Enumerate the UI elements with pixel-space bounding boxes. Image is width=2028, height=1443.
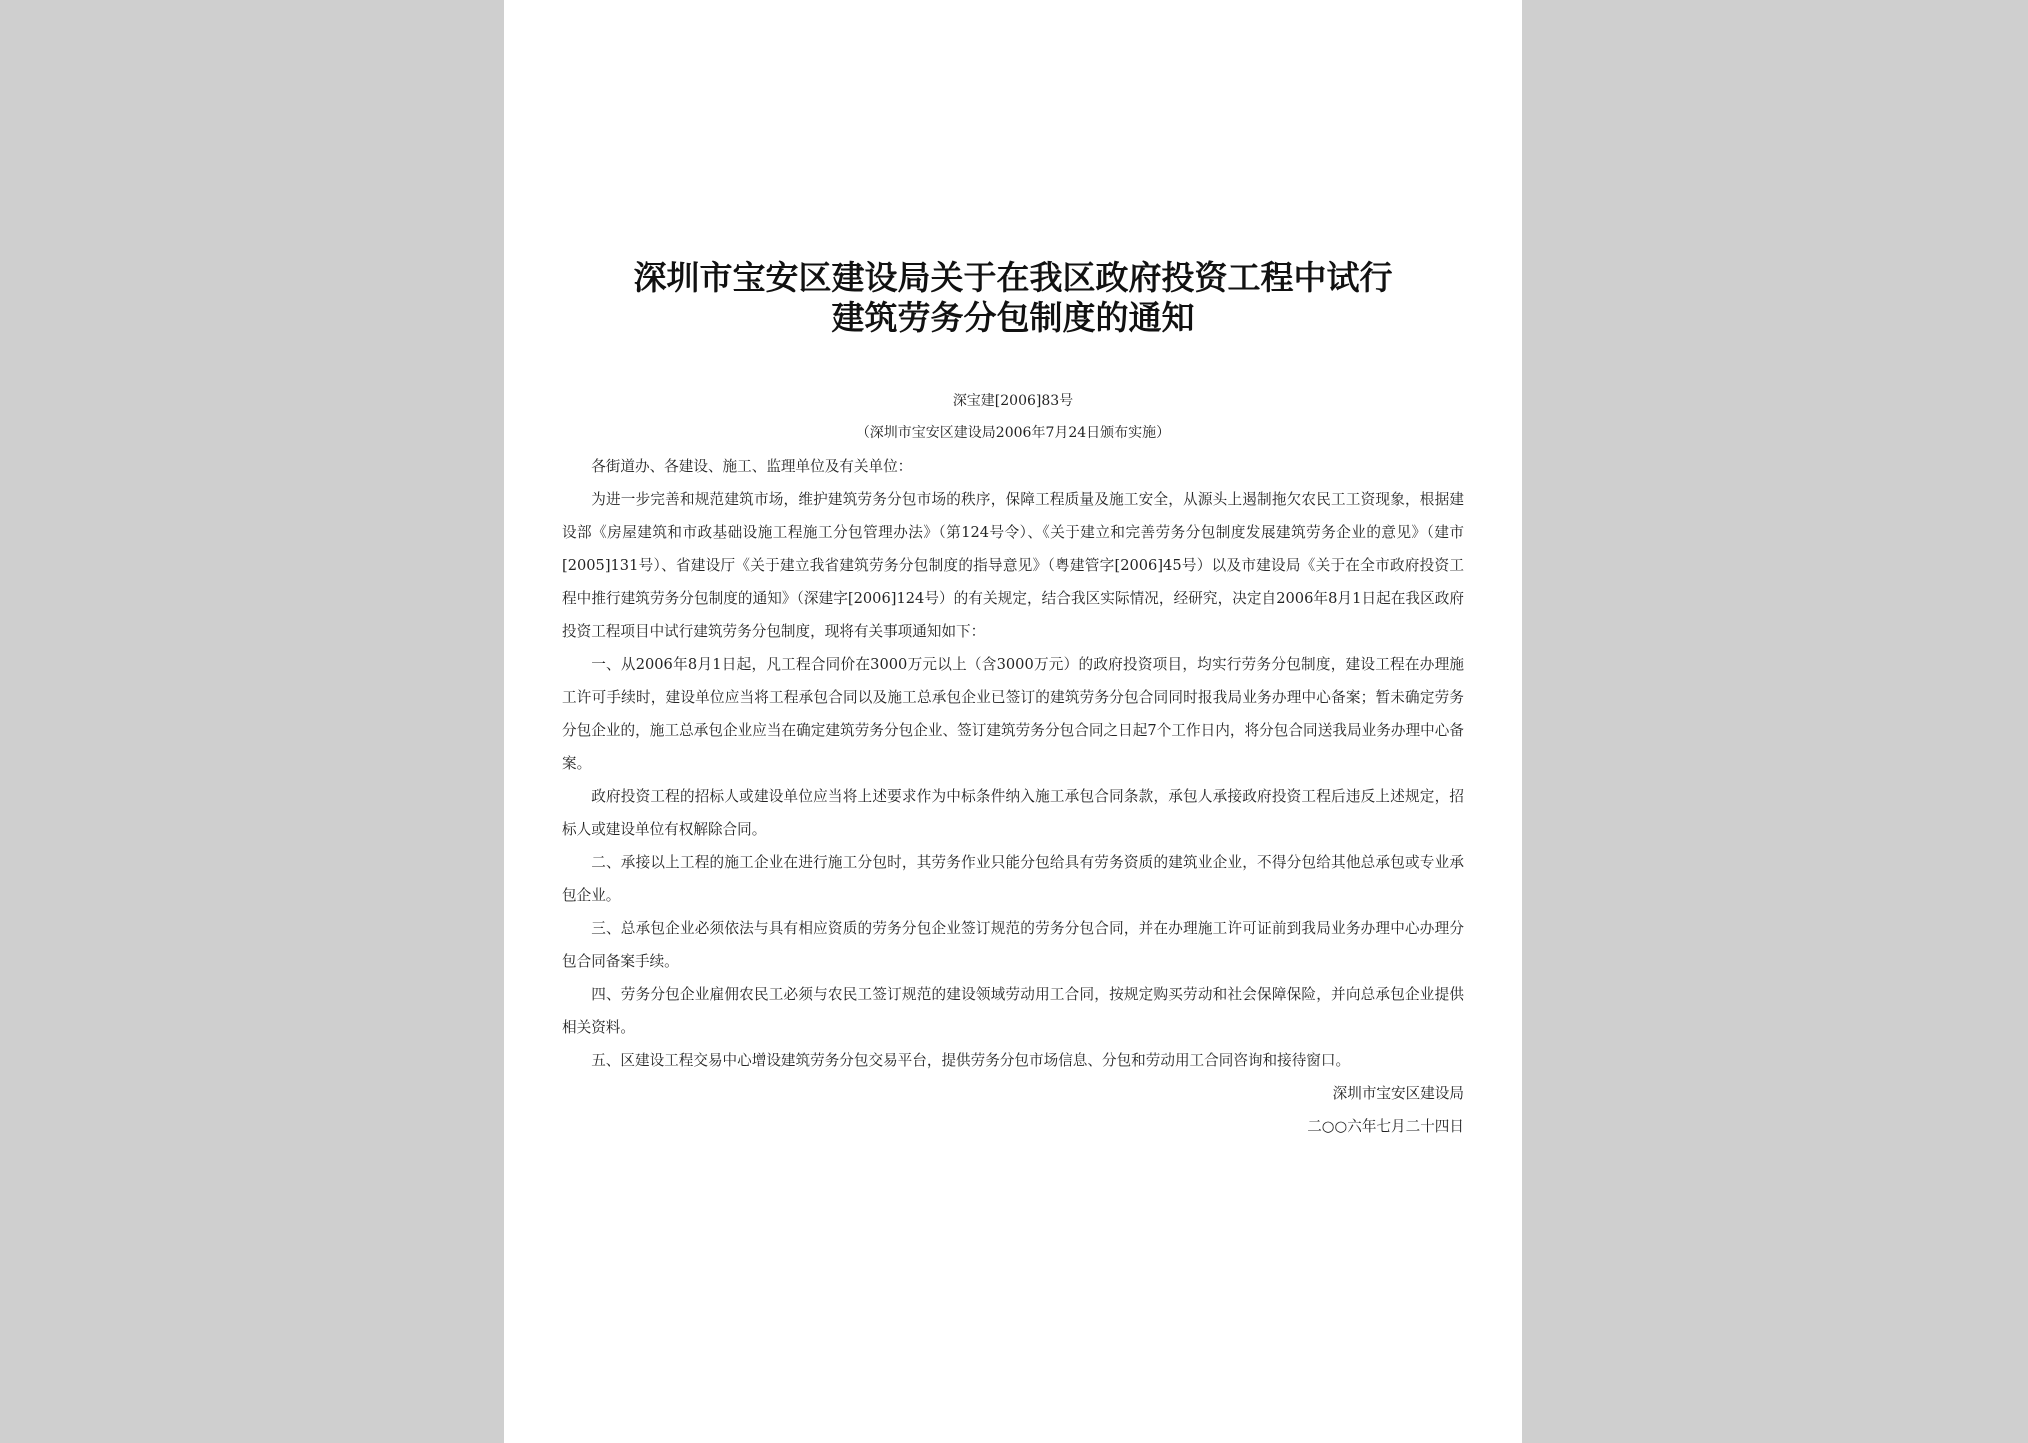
- title-line-2: 建筑劳务分包制度的通知: [831, 298, 1195, 337]
- title-line-1: 深圳市宝安区建设局关于在我区政府投资工程中试行: [633, 258, 1393, 297]
- paragraph-item-1: 一、从2006年8月1日起，凡工程合同价在3000万元以上（含3000万元）的政府投资项目，均实行劳务分包制度，建设工程在办理施工许可手续时，建设单位应当将工程承包合同以及施工总承包企业已签订的建筑劳务分包合同同时报我局业务办理中心备案；暂未确定劳务分包企业的，施工总承包企业应当在确定建筑劳务分包企业、签订建筑劳务分包合同之日起7个工作日内，将分包合同送我局业务办理中心备案。: [562, 656, 1464, 772]
- issued-note: （深圳市宝安区建设局2006年7月24日颁布实施）: [855, 425, 1171, 441]
- paragraph-item-3: 三、总承包企业必须依法与具有相应资质的劳务分包企业签订规范的劳务分包合同，并在办理施工许可证前到我局业务办理中心办理分包合同备案手续。: [562, 920, 1464, 970]
- document-page: [504, 0, 1522, 1443]
- signature-date: 二○○六年七月二十四日: [1307, 1118, 1464, 1135]
- paragraph-item-1-note: 政府投资工程的招标人或建设单位应当将上述要求作为中标条件纳入施工承包合同条款，承包人承接政府投资工程后违反上述规定，招标人或建设单位有权解除合同。: [562, 788, 1464, 838]
- paragraph-intro: 为进一步完善和规范建筑市场，维护建筑劳务分包市场的秩序，保障工程质量及施工安全，从源头上遏制拖欠农民工工资现象，根据建设部《房屋建筑和市政基础设施工程施工分包管理办法》（第124号令）、《关于建立和完善劳务分包制度发展建筑劳务企业的意见》（建市[2005]131号）、省建设厅《关于建立我省建筑劳务分包制度的指导意见》（粤建管字[2006]45号）以及市建设局《关于在全市政府投资工程中推行建筑劳务分包制度的通知》（深建字[2006]124号）的有关规定，结合我区实际情况，经研究，决定自2006年8月1日起在我区政府投资工程项目中试行建筑劳务分包制度，现将有关事项通知如下：: [562, 491, 1464, 640]
- document-body: [562, 450, 1464, 1077]
- document-number: 深宝建[2006]83号: [952, 393, 1074, 409]
- document-title: [562, 258, 1464, 338]
- signature-org: 深圳市宝安区建设局: [1332, 1085, 1464, 1102]
- paragraph-item-2: 二、承接以上工程的施工企业在进行施工分包时，其劳务作业只能分包给具有劳务资质的建筑业企业，不得分包给其他总承包或专业承包企业。: [562, 854, 1464, 904]
- salutation: 各街道办、各建设、施工、监理单位及有关单位：: [591, 458, 913, 475]
- paragraph-item-5: 五、区建设工程交易中心增设建筑劳务分包交易平台，提供劳务分包市场信息、分包和劳动用工合同咨询和接待窗口。: [591, 1052, 1351, 1069]
- paragraph-item-4: 四、劳务分包企业雇佣农民工必须与农民工签订规范的建设领域劳动用工合同，按规定购买劳动和社会保障保险，并向总承包企业提供相关资料。: [562, 986, 1464, 1036]
